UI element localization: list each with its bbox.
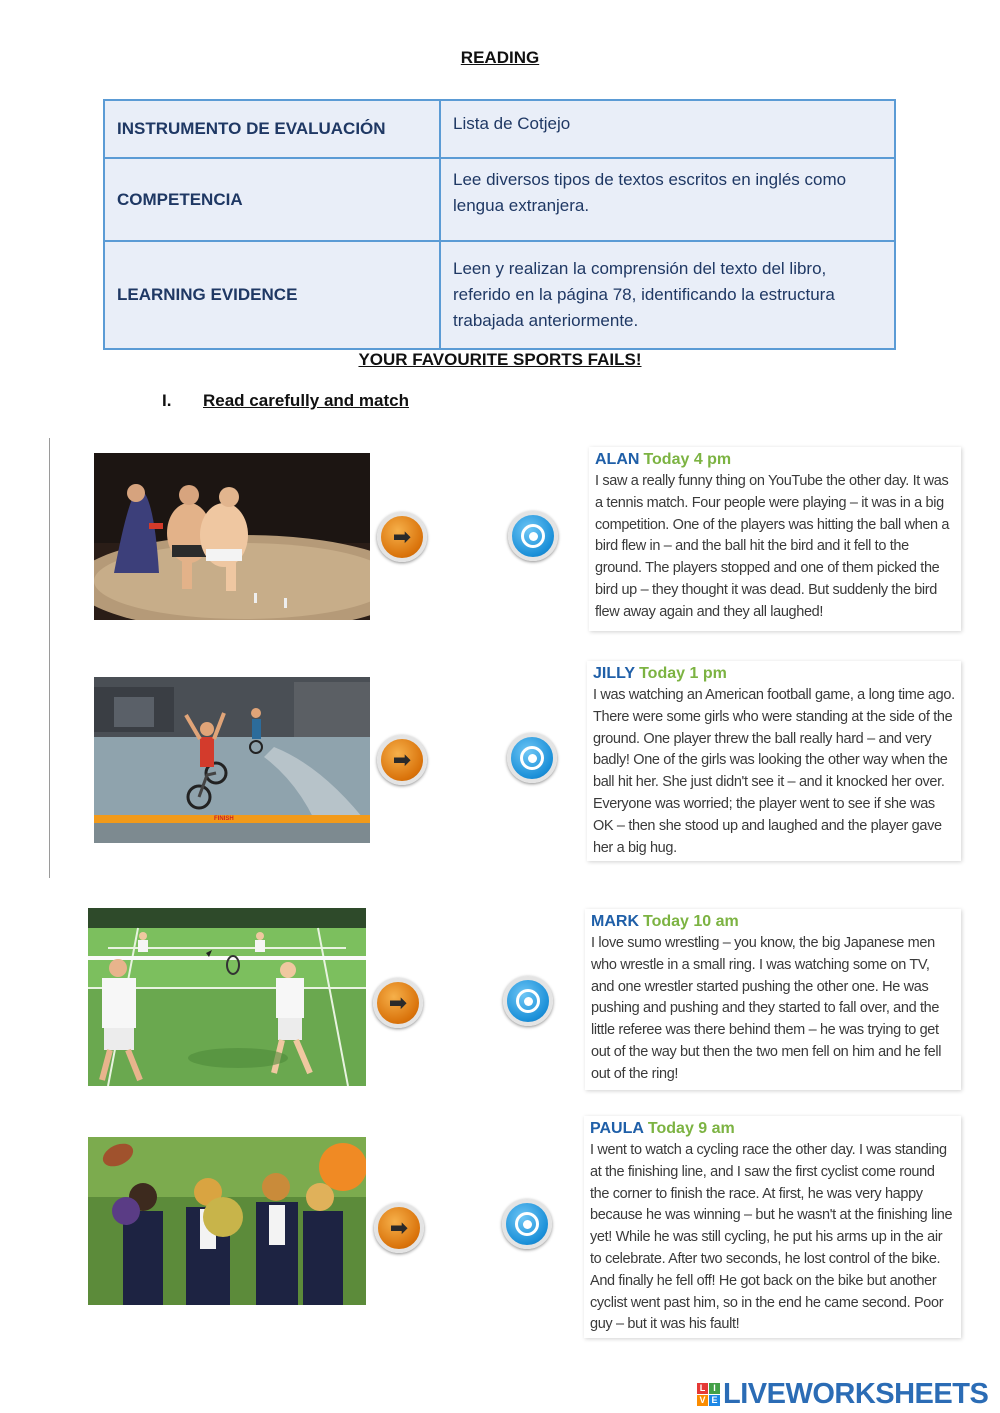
table-row [104, 100, 895, 158]
table-row [104, 158, 895, 241]
margin-line [49, 438, 50, 878]
exercise-title: YOUR FAVOURITE SPORTS FAILS! [358, 350, 642, 369]
table-label: COMPETENCIA [104, 158, 440, 241]
post-mark [585, 909, 961, 1090]
post-text: I saw a really funny thing on YouTube the other day. It was a tennis match. Four people were playing – it was in a big competition. One of the players was hitting the ball when a bird flew in – and the ball hit the bird and it fell to the ground. The players stopped and one of them picked the bird up – they thought it was dead. But suddenly the bird flew away again and they all laughed! [595, 473, 950, 620]
post-time: Today 4 pm [643, 451, 732, 468]
sumo-wrestling-picture [94, 453, 370, 620]
post-header [591, 913, 955, 931]
post-jilly [587, 661, 961, 861]
logo-letter: L [697, 1383, 708, 1394]
post-author: ALAN [595, 451, 640, 468]
post-author: PAULA [590, 1120, 644, 1137]
post-header [593, 665, 955, 683]
liveworksheets-logo [697, 1378, 988, 1411]
logo-letter: E [709, 1395, 720, 1406]
instruction-text: Read carefully and match [203, 391, 409, 410]
evaluation-table [103, 99, 896, 350]
match-arrow-button[interactable] [377, 735, 427, 785]
cheerleaders-picture [88, 1137, 366, 1305]
post-paula [584, 1116, 961, 1338]
post-time: Today 10 am [643, 913, 739, 930]
target-icon [516, 989, 540, 1013]
match-target-button[interactable] [508, 511, 558, 561]
table-value: Lista de Cotjejo [440, 100, 895, 158]
table-label: INSTRUMENTO DE EVALUACIÓN [104, 100, 440, 158]
post-time: Today 1 pm [639, 665, 727, 682]
match-target-button[interactable] [507, 733, 557, 783]
tennis-match-picture [88, 908, 366, 1086]
post-text: I love sumo wrestling – you know, the big Japanese men who wrestle in a small ring. I was watching some on TV, and one wrestler started pushing the other one. He was pushing and pushing and they started to fall over, and the little referee was there behind them – he was trying to get out of the way but then the two men fell on him and he fell out of the ring! [591, 935, 942, 1082]
post-header [590, 1120, 955, 1138]
target-icon [515, 1212, 539, 1236]
instruction [162, 391, 409, 411]
match-target-button[interactable] [502, 1199, 552, 1249]
logo-letter: V [697, 1395, 708, 1406]
arrow-right-icon: ➡ [389, 1215, 409, 1240]
match-arrow-button[interactable] [373, 978, 423, 1028]
arrow-right-icon: ➡ [392, 524, 412, 549]
match-arrow-button[interactable] [374, 1203, 424, 1253]
page-title: READING [460, 48, 540, 67]
finish-banner-text: FINISH [214, 816, 234, 822]
target-icon [521, 524, 545, 548]
post-time: Today 9 am [647, 1120, 735, 1137]
post-author: JILLY [593, 665, 636, 682]
instruction-number: I. [162, 391, 172, 410]
table-value: Leen y realizan la comprensión del texto del libro, referido en la página 78, identificando la estructura trabajada anteriormente. [440, 241, 895, 349]
table-value: Lee diversos tipos de textos escritos en inglés como lengua extranjera. [440, 158, 895, 241]
logo-letter: I [709, 1383, 720, 1394]
logo-text: LIVEWORKSHEETS [723, 1378, 989, 1410]
post-author: MARK [591, 913, 639, 930]
post-text: I was watching an American football game, a long time ago. There were some girls who were standing at the side of the ground. One player threw the ball really hard – and very badly! One of the girls was looking the other way when the ball hit her. She just didn't see it – and it knocked her over. Everyone was worried; the player went to see if she was OK – then she stood up and laughed and the player gave her a big hug. [593, 687, 955, 856]
post-alan [589, 447, 961, 631]
table-label: LEARNING EVIDENCE [104, 241, 440, 349]
match-target-button[interactable] [503, 976, 553, 1026]
table-row [104, 241, 895, 349]
post-header [595, 451, 955, 469]
arrow-right-icon: ➡ [388, 990, 408, 1015]
target-icon [520, 746, 544, 770]
post-text: I went to watch a cycling race the other day. I was standing at the finishing line, and I saw the first cyclist come round the corner to finish the race. At first, he was very happy because he was winning – but he wasn't at the finishing line yet! While he was still cycling, he put his arms up in the air to celebrate. After two seconds, he lost control of the bike. And finally he fell off! He got back on the bike but another cyclist went past him, so in the end he came second. Poor guy – but it was his fault! [590, 1142, 953, 1333]
cycling-race-picture [94, 677, 370, 843]
logo-cube-icon [697, 1383, 720, 1406]
match-arrow-button[interactable] [377, 512, 427, 562]
arrow-right-icon: ➡ [392, 747, 412, 772]
